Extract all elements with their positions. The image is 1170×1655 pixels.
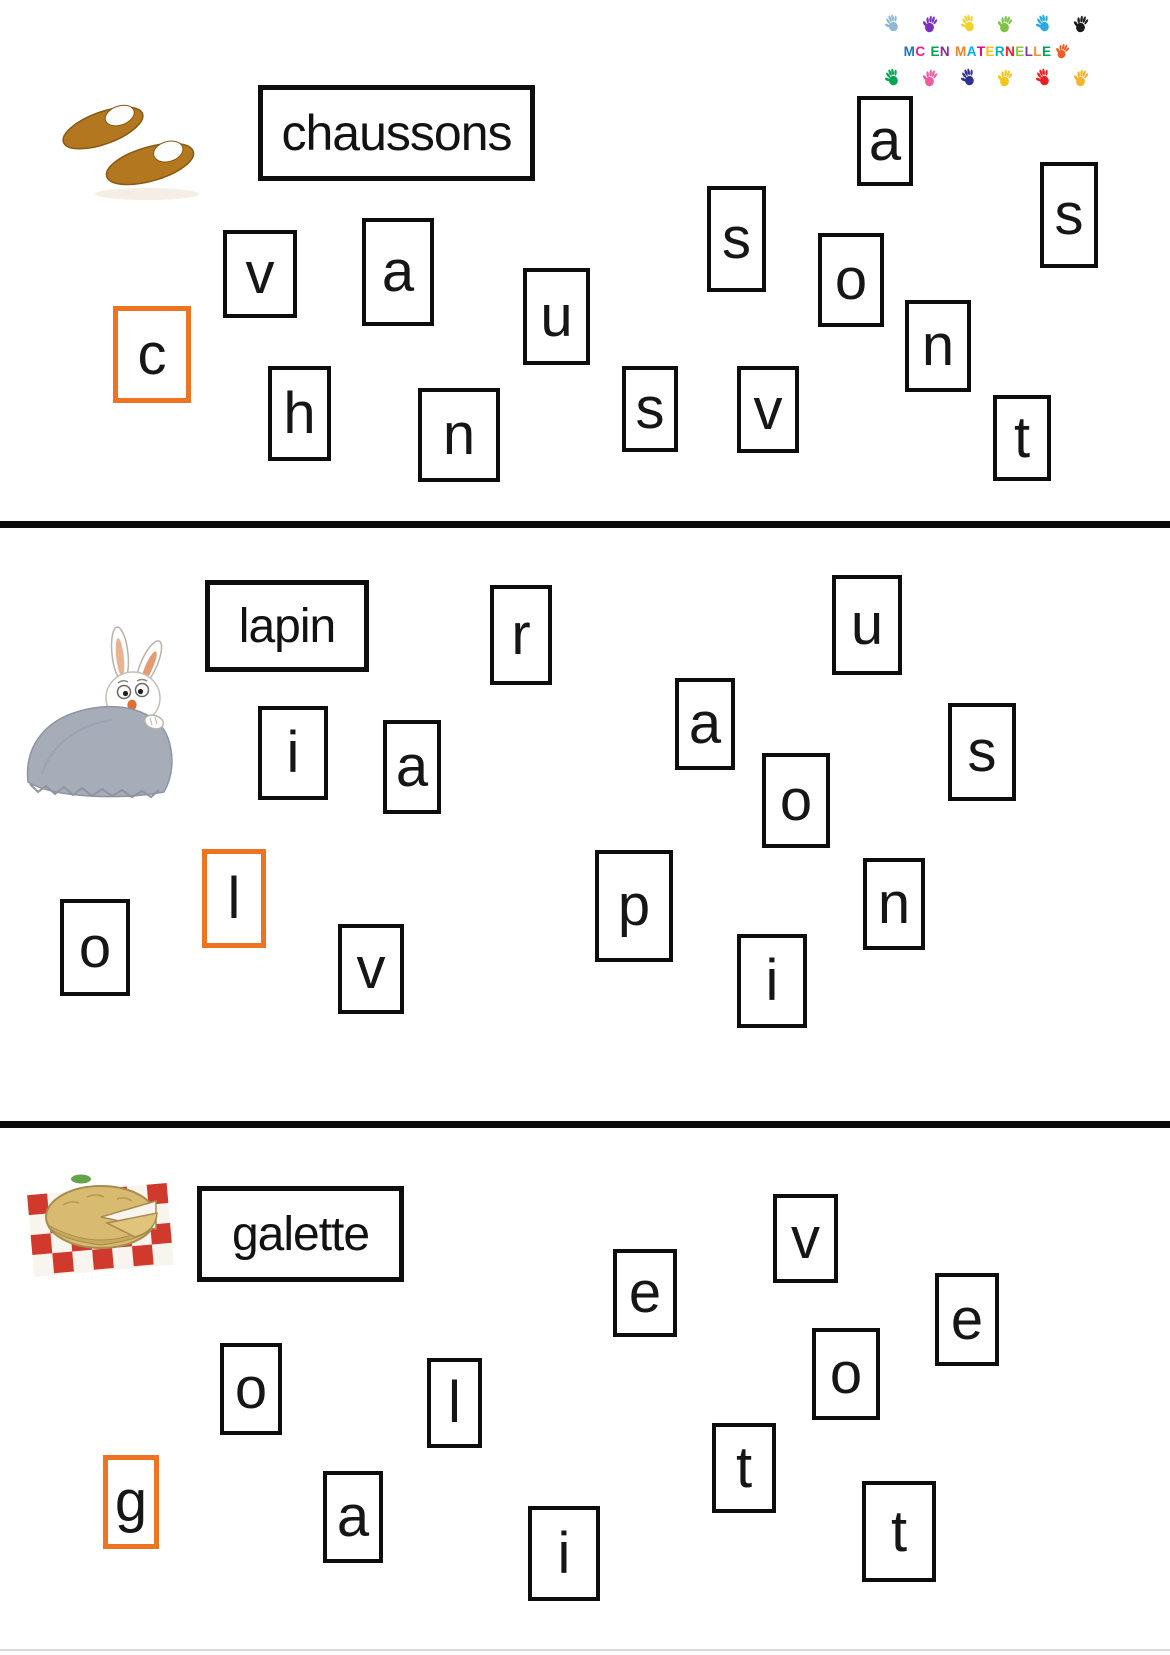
tile-letter: v bbox=[356, 936, 386, 1001]
letter-tile-v[interactable] bbox=[223, 230, 297, 318]
letter-tile-t[interactable] bbox=[712, 1423, 776, 1513]
page-bottom-edge bbox=[0, 1649, 1170, 1651]
slippers-illustration bbox=[55, 98, 212, 202]
logo-letter: N bbox=[1005, 43, 1016, 59]
rabbit-image bbox=[20, 626, 192, 816]
word-label-galette: galette bbox=[197, 1186, 404, 1282]
letter-tile-s[interactable] bbox=[1040, 162, 1098, 268]
section-divider-2 bbox=[0, 1121, 1170, 1128]
logo-letter: E bbox=[1015, 43, 1025, 59]
letter-tile-e[interactable] bbox=[935, 1273, 999, 1366]
handprint-icon bbox=[882, 66, 904, 89]
letter-tile-u[interactable] bbox=[523, 268, 590, 365]
tile-letter: n bbox=[921, 313, 955, 378]
letter-tile-p[interactable] bbox=[595, 850, 673, 962]
tile-letter: s bbox=[967, 719, 997, 784]
word-label-chaussons: chaussons bbox=[258, 85, 535, 181]
tile-letter: r bbox=[511, 602, 531, 667]
letter-tile-o[interactable] bbox=[762, 753, 830, 848]
logo-letter: L bbox=[1033, 43, 1042, 59]
word-label-lapin: lapin bbox=[205, 580, 369, 672]
tile-letter: i bbox=[557, 1520, 571, 1586]
tile-letter: a bbox=[336, 1484, 370, 1549]
tile-letter: t bbox=[1013, 405, 1031, 470]
letter-tile-g[interactable] bbox=[103, 1455, 159, 1549]
letter-tile-v[interactable] bbox=[773, 1194, 838, 1283]
letter-tile-e[interactable] bbox=[613, 1249, 677, 1337]
tile-letter: l bbox=[227, 865, 241, 931]
handprint-icon bbox=[1033, 66, 1055, 89]
tile-letter: s bbox=[1054, 182, 1084, 247]
tile-letter: a bbox=[688, 691, 722, 756]
letter-tile-s[interactable] bbox=[948, 703, 1016, 801]
letter-tile-r[interactable] bbox=[490, 585, 552, 685]
tile-letter: a bbox=[395, 734, 429, 799]
handprint-icon bbox=[1053, 40, 1073, 61]
letter-tile-o[interactable] bbox=[220, 1343, 282, 1435]
letter-tile-s[interactable] bbox=[622, 366, 678, 452]
letter-tile-a[interactable] bbox=[383, 720, 441, 814]
logo-handprints-top bbox=[878, 14, 1096, 34]
handprint-icon bbox=[882, 12, 904, 35]
letter-tile-v[interactable] bbox=[338, 924, 404, 1014]
logo-letter: A bbox=[966, 43, 977, 59]
letter-tile-s[interactable] bbox=[707, 186, 766, 292]
tile-letter: u bbox=[540, 283, 573, 349]
letter-tile-n[interactable] bbox=[905, 300, 971, 392]
letter-tile-o[interactable] bbox=[812, 1328, 880, 1420]
letter-tile-t[interactable] bbox=[862, 1481, 936, 1582]
tile-letter: t bbox=[890, 1498, 908, 1564]
logo-letter: L bbox=[1024, 43, 1034, 59]
logo-letter: N bbox=[939, 43, 951, 59]
tile-letter: n bbox=[442, 402, 476, 467]
letter-tile-c[interactable] bbox=[113, 306, 191, 403]
tile-letter: g bbox=[114, 1469, 148, 1534]
tile-letter: e bbox=[950, 1286, 984, 1352]
handprint-icon bbox=[1033, 12, 1055, 35]
handprint-icon bbox=[957, 12, 979, 35]
letter-tile-h[interactable] bbox=[268, 366, 331, 461]
tile-letter: o bbox=[834, 247, 868, 312]
tile-letter: v bbox=[753, 376, 783, 442]
letter-tile-a[interactable] bbox=[857, 96, 913, 186]
letter-tile-l[interactable] bbox=[202, 849, 266, 948]
tile-letter: a bbox=[381, 239, 415, 304]
tile-letter: o bbox=[234, 1356, 268, 1421]
logo-hand-side bbox=[1055, 43, 1070, 60]
tile-letter: c bbox=[137, 321, 167, 387]
logo-letter: C bbox=[915, 43, 926, 59]
tile-letter: i bbox=[286, 720, 300, 785]
letter-tile-a[interactable] bbox=[323, 1471, 383, 1563]
tile-letter: v bbox=[791, 1205, 820, 1271]
handprint-icon bbox=[995, 13, 1016, 36]
handprint-icon bbox=[995, 67, 1016, 90]
handprint-icon bbox=[1071, 67, 1092, 90]
letter-tile-v[interactable] bbox=[737, 366, 799, 453]
logo-letter: E bbox=[930, 43, 940, 59]
logo-letter: M bbox=[955, 43, 967, 59]
logo-letter: M bbox=[903, 43, 916, 59]
tile-letter: e bbox=[628, 1260, 662, 1325]
section-divider-1 bbox=[0, 521, 1170, 528]
handprint-icon bbox=[920, 13, 941, 36]
slippers-image bbox=[55, 98, 212, 202]
letter-tile-u[interactable] bbox=[832, 575, 902, 675]
galette-cake-image bbox=[23, 1161, 177, 1283]
tile-letter: l bbox=[448, 1370, 461, 1435]
tile-letter: o bbox=[829, 1341, 863, 1406]
tile-letter: a bbox=[868, 108, 902, 173]
tile-letter: o bbox=[78, 914, 112, 980]
logo-title bbox=[904, 44, 1052, 59]
letter-tile-o[interactable] bbox=[818, 233, 884, 327]
letter-tile-o[interactable] bbox=[60, 899, 130, 996]
letter-tile-l[interactable] bbox=[427, 1358, 482, 1448]
letter-tile-n[interactable] bbox=[863, 858, 925, 950]
tile-letter: s bbox=[722, 206, 751, 271]
galette-illustration bbox=[23, 1161, 177, 1283]
logo-letter: E bbox=[985, 43, 995, 59]
letter-tile-i[interactable] bbox=[258, 706, 328, 800]
tile-letter: v bbox=[245, 241, 275, 306]
letter-tile-i[interactable] bbox=[737, 934, 807, 1028]
letter-tile-a[interactable] bbox=[675, 678, 735, 770]
handprint-icon bbox=[1071, 13, 1092, 36]
tile-letter: u bbox=[850, 592, 884, 657]
letter-tile-t[interactable] bbox=[993, 395, 1051, 481]
logo-handprints-bottom bbox=[878, 68, 1096, 88]
letter-tile-a[interactable] bbox=[362, 218, 434, 326]
logo-letter: E bbox=[1041, 43, 1052, 59]
letter-tile-i[interactable] bbox=[528, 1506, 600, 1601]
logo-letter: R bbox=[994, 43, 1006, 59]
handprint-icon bbox=[920, 67, 941, 90]
logo-mc-en-maternelle bbox=[876, 12, 1098, 90]
logo-letter: T bbox=[976, 43, 986, 59]
tile-letter: n bbox=[877, 871, 911, 936]
tile-letter: s bbox=[635, 376, 665, 441]
tile-letter: t bbox=[735, 1435, 753, 1500]
letter-tile-n[interactable] bbox=[418, 388, 500, 482]
tile-letter: i bbox=[765, 948, 779, 1013]
rabbit-illustration bbox=[20, 626, 192, 816]
tile-letter: p bbox=[617, 873, 651, 938]
tile-letter: h bbox=[283, 380, 316, 446]
handprint-icon bbox=[957, 66, 979, 89]
tile-letter: o bbox=[779, 767, 813, 833]
